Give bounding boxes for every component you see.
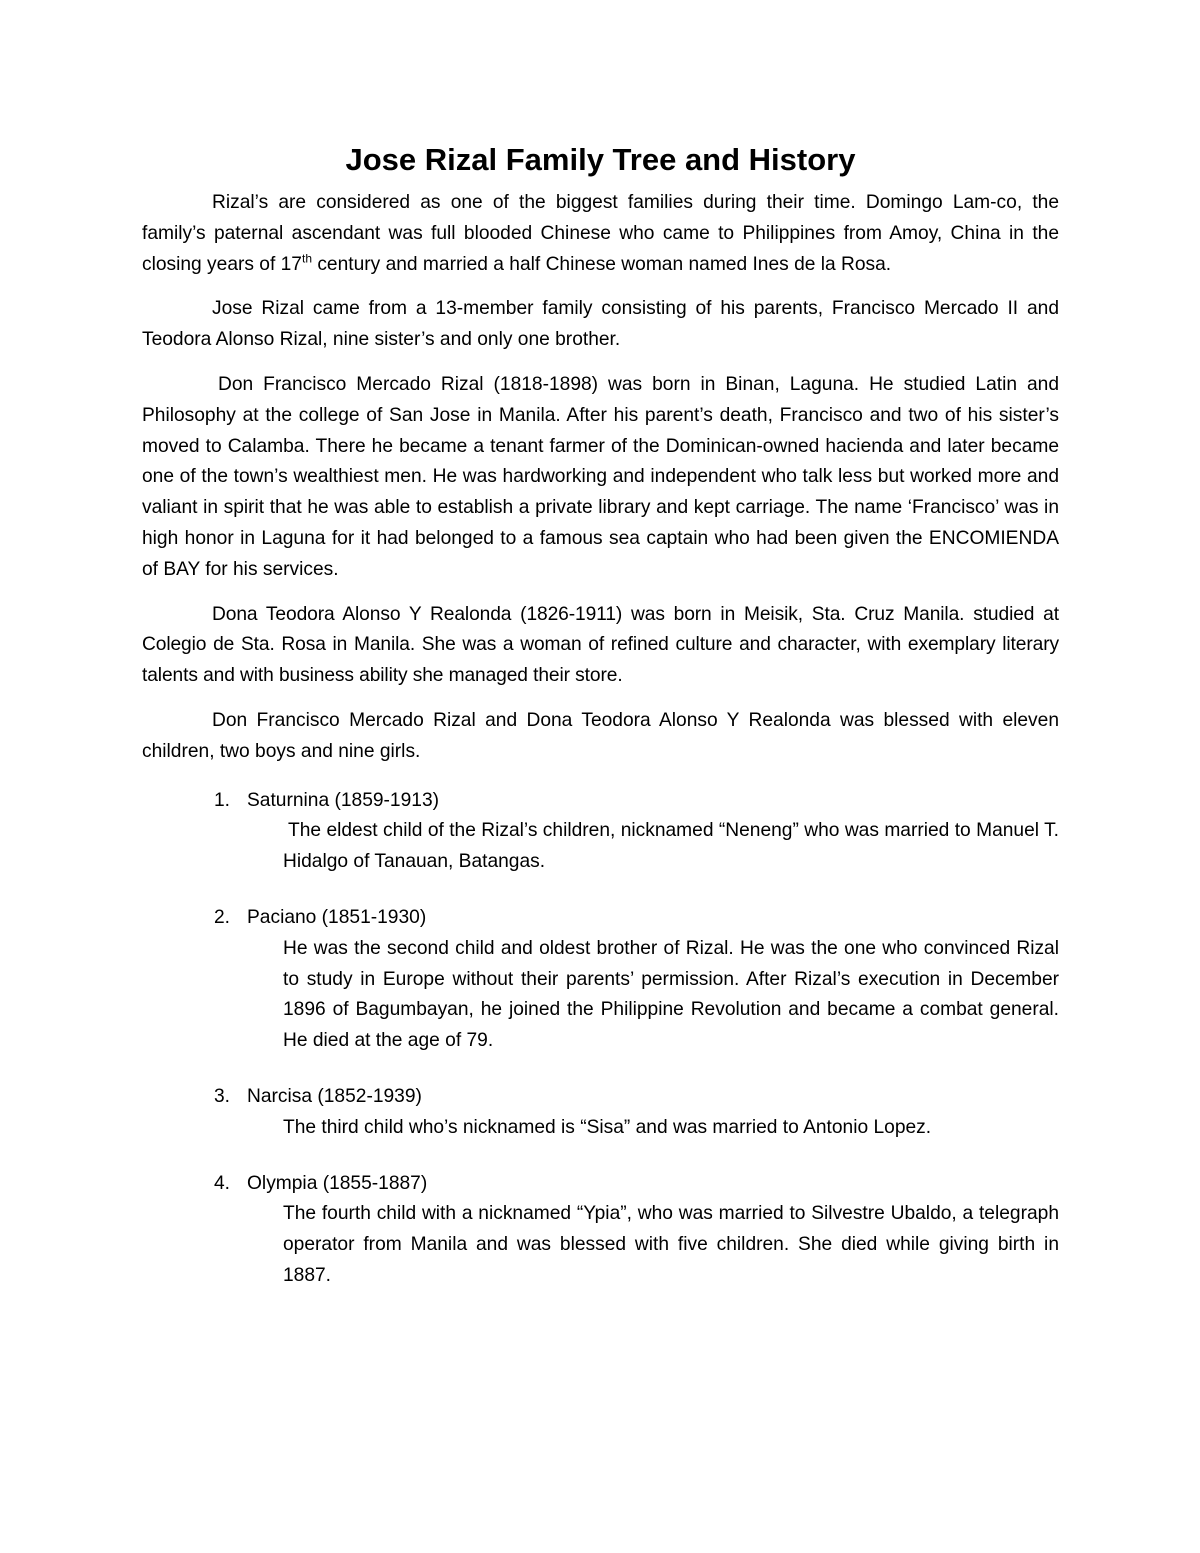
child-heading bbox=[142, 1082, 1059, 1113]
children-list bbox=[142, 786, 1059, 1292]
list-number: 2. bbox=[214, 906, 231, 928]
paragraph-teodora: Dona Teodora Alonso Y Realonda (1826-1911) was born in Meisik, Sta. Cruz Manila. studied at Colegio de Sta. Rosa in Manila. She was a woman of refined culture and character, with exemplary literary talents and with business ability she managed their store. bbox=[142, 603, 1059, 687]
paragraph-children-intro: Don Francisco Mercado Rizal and Dona Teodora Alonso Y Realonda was blessed with eleven children, two boys and nine girls. bbox=[142, 709, 1059, 762]
child-description: The fourth child with a nicknamed “Ypia”, who was married to Silvestre Ubaldo, a telegraph operator from Manila and was blessed with five children. She died while giving birth in 1887. bbox=[283, 1203, 1059, 1286]
list-number: 3. bbox=[214, 1085, 231, 1107]
list-number: 4. bbox=[214, 1172, 231, 1194]
paragraph-francisco: Don Francisco Mercado Rizal (1818-1898) was born in Binan, Laguna. He studied Latin and Philosophy at the college of San Jose in Manila. After his parent’s death, Francisco and two of his sister’s moved to Calamba. There he became a tenant farmer of the Dominican-owned hacienda and later became one of the town’s wealthiest men. He was hardworking and independent who talk less but worked more and valiant in spirit that he was able to establish a private library and kept carriage. The name ‘Francisco’ was in high honor in Laguna for it had belonged to a famous sea captain who had been given the ENCOMIENDA of BAY for his services. bbox=[142, 373, 1059, 580]
paragraph-intro bbox=[142, 188, 1059, 280]
child-name: Narcisa (1852-1939) bbox=[247, 1085, 422, 1107]
document-page bbox=[142, 140, 1059, 1317]
child-heading bbox=[142, 903, 1059, 934]
paragraph-intro-text-1: Rizal’s are considered as one of the biggest families during their time. Domingo Lam-co, the family’s paternal ascendant was full blooded Chinese who came to Philippines from Amoy, China in the closing years of 17 bbox=[142, 192, 1059, 275]
list-number: 1. bbox=[214, 789, 231, 811]
child-description: The third child who’s nicknamed is “Sisa” and was married to Antonio Lopez. bbox=[283, 1116, 932, 1138]
child-heading bbox=[142, 1169, 1059, 1200]
list-item bbox=[142, 903, 1059, 1057]
child-name: Saturnina (1859-1913) bbox=[247, 789, 440, 811]
child-description: The eldest child of the Rizal’s children, nicknamed “Neneng” who was married to Manuel T. Hidalgo of Tanauan, Batangas. bbox=[283, 820, 1059, 873]
superscript-th: th bbox=[301, 251, 312, 266]
paragraph-intro-text-2: century and married a half Chinese woman named Ines de la Rosa. bbox=[312, 253, 892, 275]
child-heading bbox=[142, 786, 1059, 817]
list-item bbox=[142, 786, 1059, 878]
page-title: Jose Rizal Family Tree and History bbox=[345, 142, 856, 177]
child-name: Olympia (1855-1887) bbox=[247, 1172, 428, 1194]
list-item bbox=[142, 1082, 1059, 1144]
list-item bbox=[142, 1169, 1059, 1292]
child-name: Paciano (1851-1930) bbox=[247, 906, 427, 928]
paragraph-family-members: Jose Rizal came from a 13-member family consisting of his parents, Francisco Mercado II and Teodora Alonso Rizal, nine sister’s and only one brother. bbox=[142, 298, 1059, 351]
child-description: He was the second child and oldest brother of Rizal. He was the one who convinced Rizal to study in Europe without their parents’ permission. After Rizal’s execution in December 1896 of Bagumbayan, he joined the Philippine Revolution and became a combat general. He died at the age of 79. bbox=[283, 937, 1059, 1052]
